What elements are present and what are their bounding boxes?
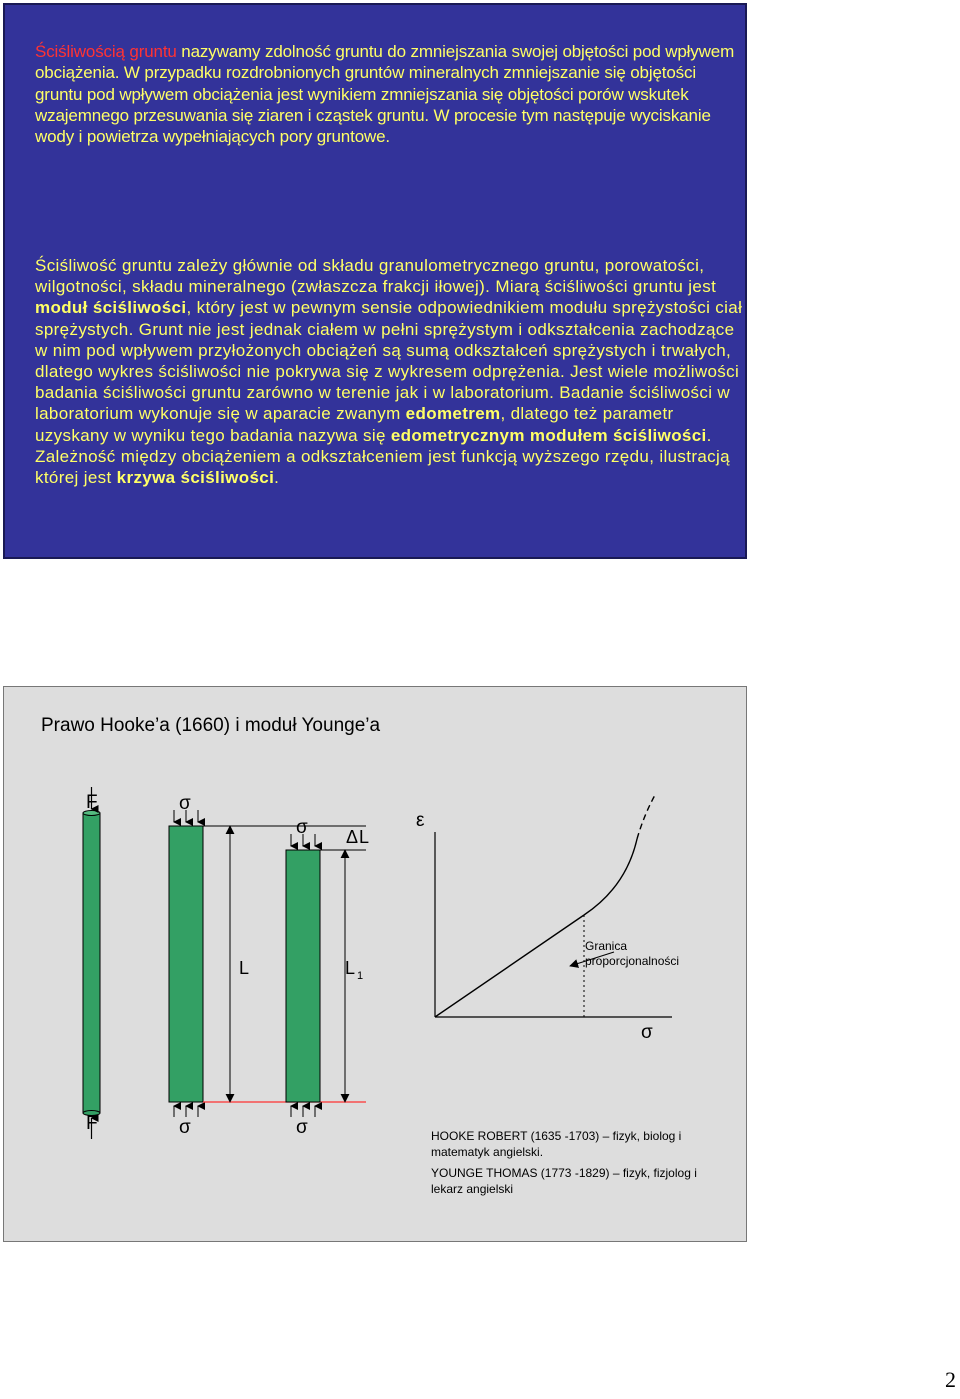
slide-definition (3, 3, 747, 559)
label-epsilon: ε (416, 810, 425, 831)
curve-extension-dashed (637, 795, 655, 839)
label-F-top: F (86, 792, 98, 813)
term-edometryczny-modul: edometrycznym modułem ściśliwości (390, 425, 707, 445)
label-limit-1: Granica (585, 939, 628, 953)
label-delta: Δ (346, 827, 359, 847)
definition-text: nazywamy zdolność gruntu do zmniejszania swojej objętości pod wpływem obciążenia. W przypadku rozdrobnionych gruntów mineralnych zmniejszanie się objętości gruntu pod wpływem obciążenia jest wynikiem zmniejszania się objętości porów wskutek wzajemnego przesuwania się ziaren i cząstek gruntu. W procesie tym następuje wyciskanie wody i powietrza wypełniających pory gruntowe. (35, 42, 735, 147)
term-modul-scisliwosci: moduł ściśliwości (35, 298, 187, 318)
label-sigma-axis: σ (641, 1022, 653, 1043)
label-sigma-bottom-1: σ (179, 1117, 191, 1138)
term-krzywa-scisliwosci: krzywa ściśliwości (116, 468, 275, 488)
label-F-bottom: F (86, 1113, 98, 1134)
compressibility-paragraph (35, 255, 745, 488)
stress-strain-graph (435, 795, 672, 1017)
definition-paragraph (35, 41, 735, 147)
rod-column (83, 787, 100, 1139)
specimen-column-original (169, 810, 366, 1117)
term-edometr: edometrem (405, 404, 501, 424)
linear-segment (435, 915, 584, 1017)
label-sigma-top-2: σ (296, 817, 308, 838)
label-L: L (239, 958, 250, 978)
definition-term: Ściśliwością gruntu (35, 42, 177, 61)
younge-note: YOUNGE THOMAS (1773 -1829) – fizyk, fizjolog i lekarz angielski (431, 1166, 697, 1196)
text-segment: Ściśliwość gruntu zależy głównie od składu granulometrycznego gruntu, porowatości, wilgotności, składu mineralnego (zwłaszcza frakcji iłowej). Miarą ściśliwości gruntu jest (35, 256, 717, 297)
label-sigma-bottom-2: σ (296, 1117, 308, 1138)
slide-title: Prawo Hooke’a (1660) i moduł Younge’a (41, 715, 381, 736)
label-L1-subscript: 1 (357, 970, 364, 982)
label-sigma-top-1: σ (179, 793, 191, 814)
label-L1: L (345, 958, 356, 978)
label-delta-L: L (359, 827, 370, 847)
slide-hooke-law (3, 686, 747, 1242)
nonlinear-segment (584, 839, 637, 915)
hooke-note: HOOKE ROBERT (1635 -1703) – fizyk, biolog i matematyk angielski. (431, 1129, 682, 1159)
text-segment: . Zależność między obciążeniem a odkształceniem jest funkcją wyższego rzędu, ilustracją której jest (35, 425, 730, 488)
text-segment: , dlatego też parametr uzyskany w wyniku tego badania nazywa się (35, 404, 674, 445)
text-segment: . (274, 468, 280, 488)
text-segment: , który jest w pewnym sensie odpowiednikiem modułu sprężystości ciał sprężystych. Grunt nie jest jednak ciałem w pełni sprężystym i odkształcenia zachodzące w nim pod wpływem przyłożonych obciążeń są sumą odkształceń sprężystych i trwałych, dlatego wykres ściśliwości nie pokrywa się z wykresem odprężenia. Jest wiele możliwości badania ściśliwości gruntu zarówno w terenie jak i w laboratorium. Badanie ściśliwości w laboratorium wykonuje się w aparacie zwanym (35, 298, 743, 424)
page-number: 2 (945, 1367, 956, 1392)
label-limit-2: proporcjonalności (585, 954, 680, 968)
